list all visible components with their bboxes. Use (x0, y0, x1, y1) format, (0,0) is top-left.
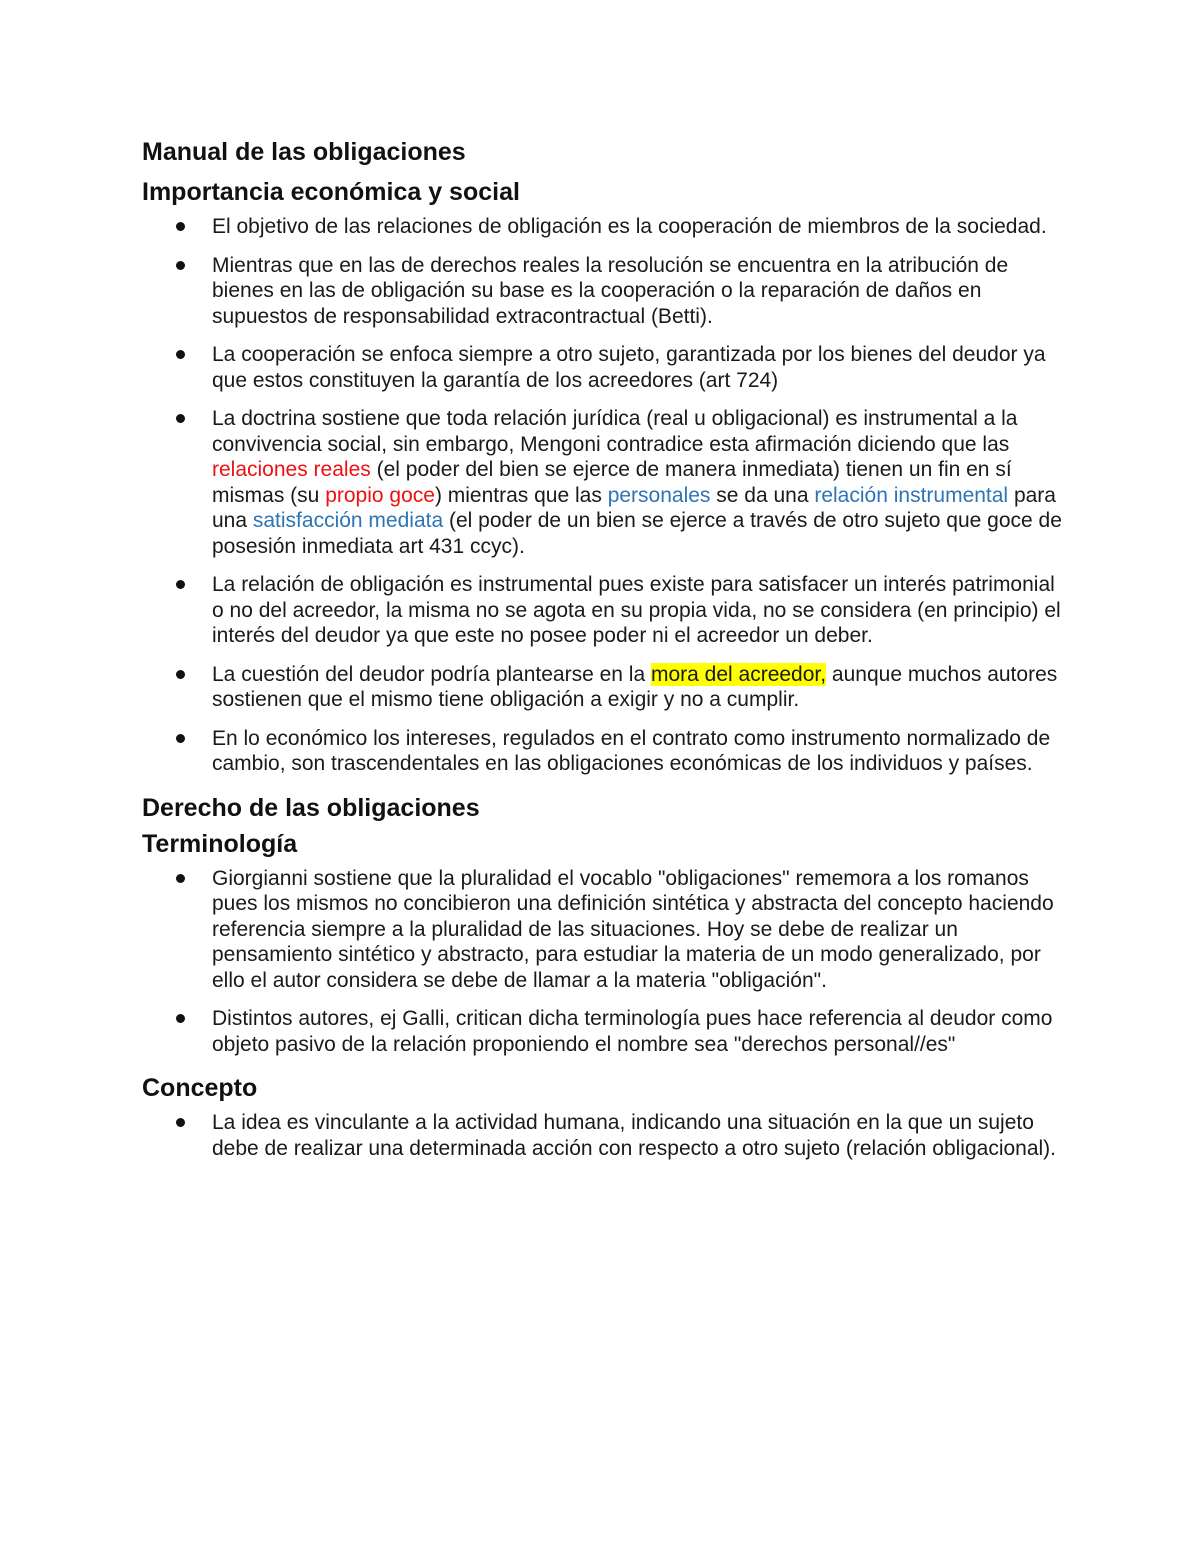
blue-text-satisfaccion-mediata: satisfacción mediata (252, 509, 444, 532)
section-heading-terminologia: Terminología (142, 829, 298, 858)
list-item (142, 342, 1062, 393)
bullet-icon (176, 734, 185, 743)
bullet-icon (176, 874, 185, 883)
bullet-icon (176, 222, 185, 231)
list-item (142, 572, 1062, 649)
list-item-text: La idea es vinculante a la actividad humana, indicando una situación en la que un sujeto debe de realizar una determinada acción con respecto a otro sujeto (relación obligacional). (212, 1111, 1057, 1160)
bullet-icon (176, 1118, 185, 1127)
list-item-text: Distintos autores, ej Galli, critican dicha terminología pues hace referencia al deudor como objeto pasivo de la relación proponiendo el nombre sea "derechos personal//es" (212, 1007, 1053, 1056)
bullet-icon (176, 670, 185, 679)
bullet-icon (176, 1014, 185, 1023)
red-text-relaciones-reales: relaciones reales (212, 458, 371, 481)
bullet-icon (176, 580, 185, 589)
list-item (142, 1006, 1062, 1057)
list-item-text: La doctrina sostiene que toda relación jurídica (real u obligacional) es instrumental a la convivencia social, sin embargo, Mengoni contradice esta afirmación diciendo que las relaciones reales (el poder del bien se ejerce de manera inmediata) tienen un fin en sí mismas (su propio goce) mientras que las personales se da una relación instrumental para una satisfacción mediata (el poder de un bien se ejerce a través de otro sujeto que goce de posesión inmediata art 431 ccyc). (212, 407, 1062, 558)
list-item-text: La relación de obligación es instrumental pues existe para satisfacer un interés patrimonial o no del acreedor, la misma no se agota en su propia vida, no se considera (en principio) el interés del deudor ya que este no posee poder ni el acreedor un deber. (212, 573, 1061, 647)
section-heading-concepto: Concepto (142, 1074, 258, 1102)
red-text-propio-goce: propio goce (325, 483, 435, 507)
list-item (142, 726, 1062, 777)
bullet-icon (176, 261, 185, 270)
bullet-icon (176, 414, 185, 423)
bullet-icon (176, 350, 185, 359)
list-item-text: La cooperación se enfoca siempre a otro sujeto, garantizada por los bienes del deudor ya que estos constituyen la garantía de los acreedores (art 724) (212, 343, 1046, 392)
list-item-text: El objetivo de las relaciones de obligación es la cooperación de miembros de la sociedad. (212, 215, 1047, 238)
bullet-list-terminologia (142, 866, 1062, 1058)
bullet-list-concepto (142, 1110, 1062, 1161)
document-title: Manual de las obligaciones (142, 138, 466, 166)
list-item-text: La cuestión del deudor podría plantearse en la mora del acreedor, aunque muchos autores sostienen que el mismo tiene obligación a exigir y no a cumplir. (212, 662, 1058, 711)
section-heading-derecho: Derecho de las obligaciones (142, 793, 480, 822)
bullet-list-importancia (142, 214, 1062, 777)
list-item (142, 406, 1062, 559)
document-page (142, 134, 1062, 1174)
list-item-text: Giorgianni sostiene que la pluralidad el vocablo "obligaciones" rememora a los romanos pues los mismos no concibieron una definición sintética y abstracta del concepto haciendo referencia siempre a la pluralidad de las situaciones. Hoy se debe de realizar un pensamiento sintético y abstracto, para estudiar la materia de un modo generalizado, por ello el autor considera se debe de llamar a la materia "obligación". (212, 866, 1054, 992)
blue-text-personales: personales (607, 483, 711, 507)
list-item (142, 253, 1062, 330)
section-heading-importancia: Importancia económica y social (142, 178, 520, 206)
list-item (142, 662, 1062, 713)
list-item (142, 214, 1062, 240)
highlighted-text-mora-del-acreedor: mora del acreedor, (650, 662, 827, 686)
list-item-text: Mientras que en las de derechos reales la resolución se encuentra en la atribución de bienes en las de obligación su base es la cooperación o la reparación de daños en supuestos de responsabilidad extracontractual (Betti). (212, 253, 1009, 328)
list-item-text: En lo económico los intereses, regulados en el contrato como instrumento normalizado de cambio, son trascendentales en las obligaciones económicas de los individuos y países. (212, 726, 1051, 775)
blue-text-relacion-instrumental: relación instrumental (814, 483, 1009, 507)
list-item (142, 866, 1062, 994)
list-item (142, 1110, 1062, 1161)
